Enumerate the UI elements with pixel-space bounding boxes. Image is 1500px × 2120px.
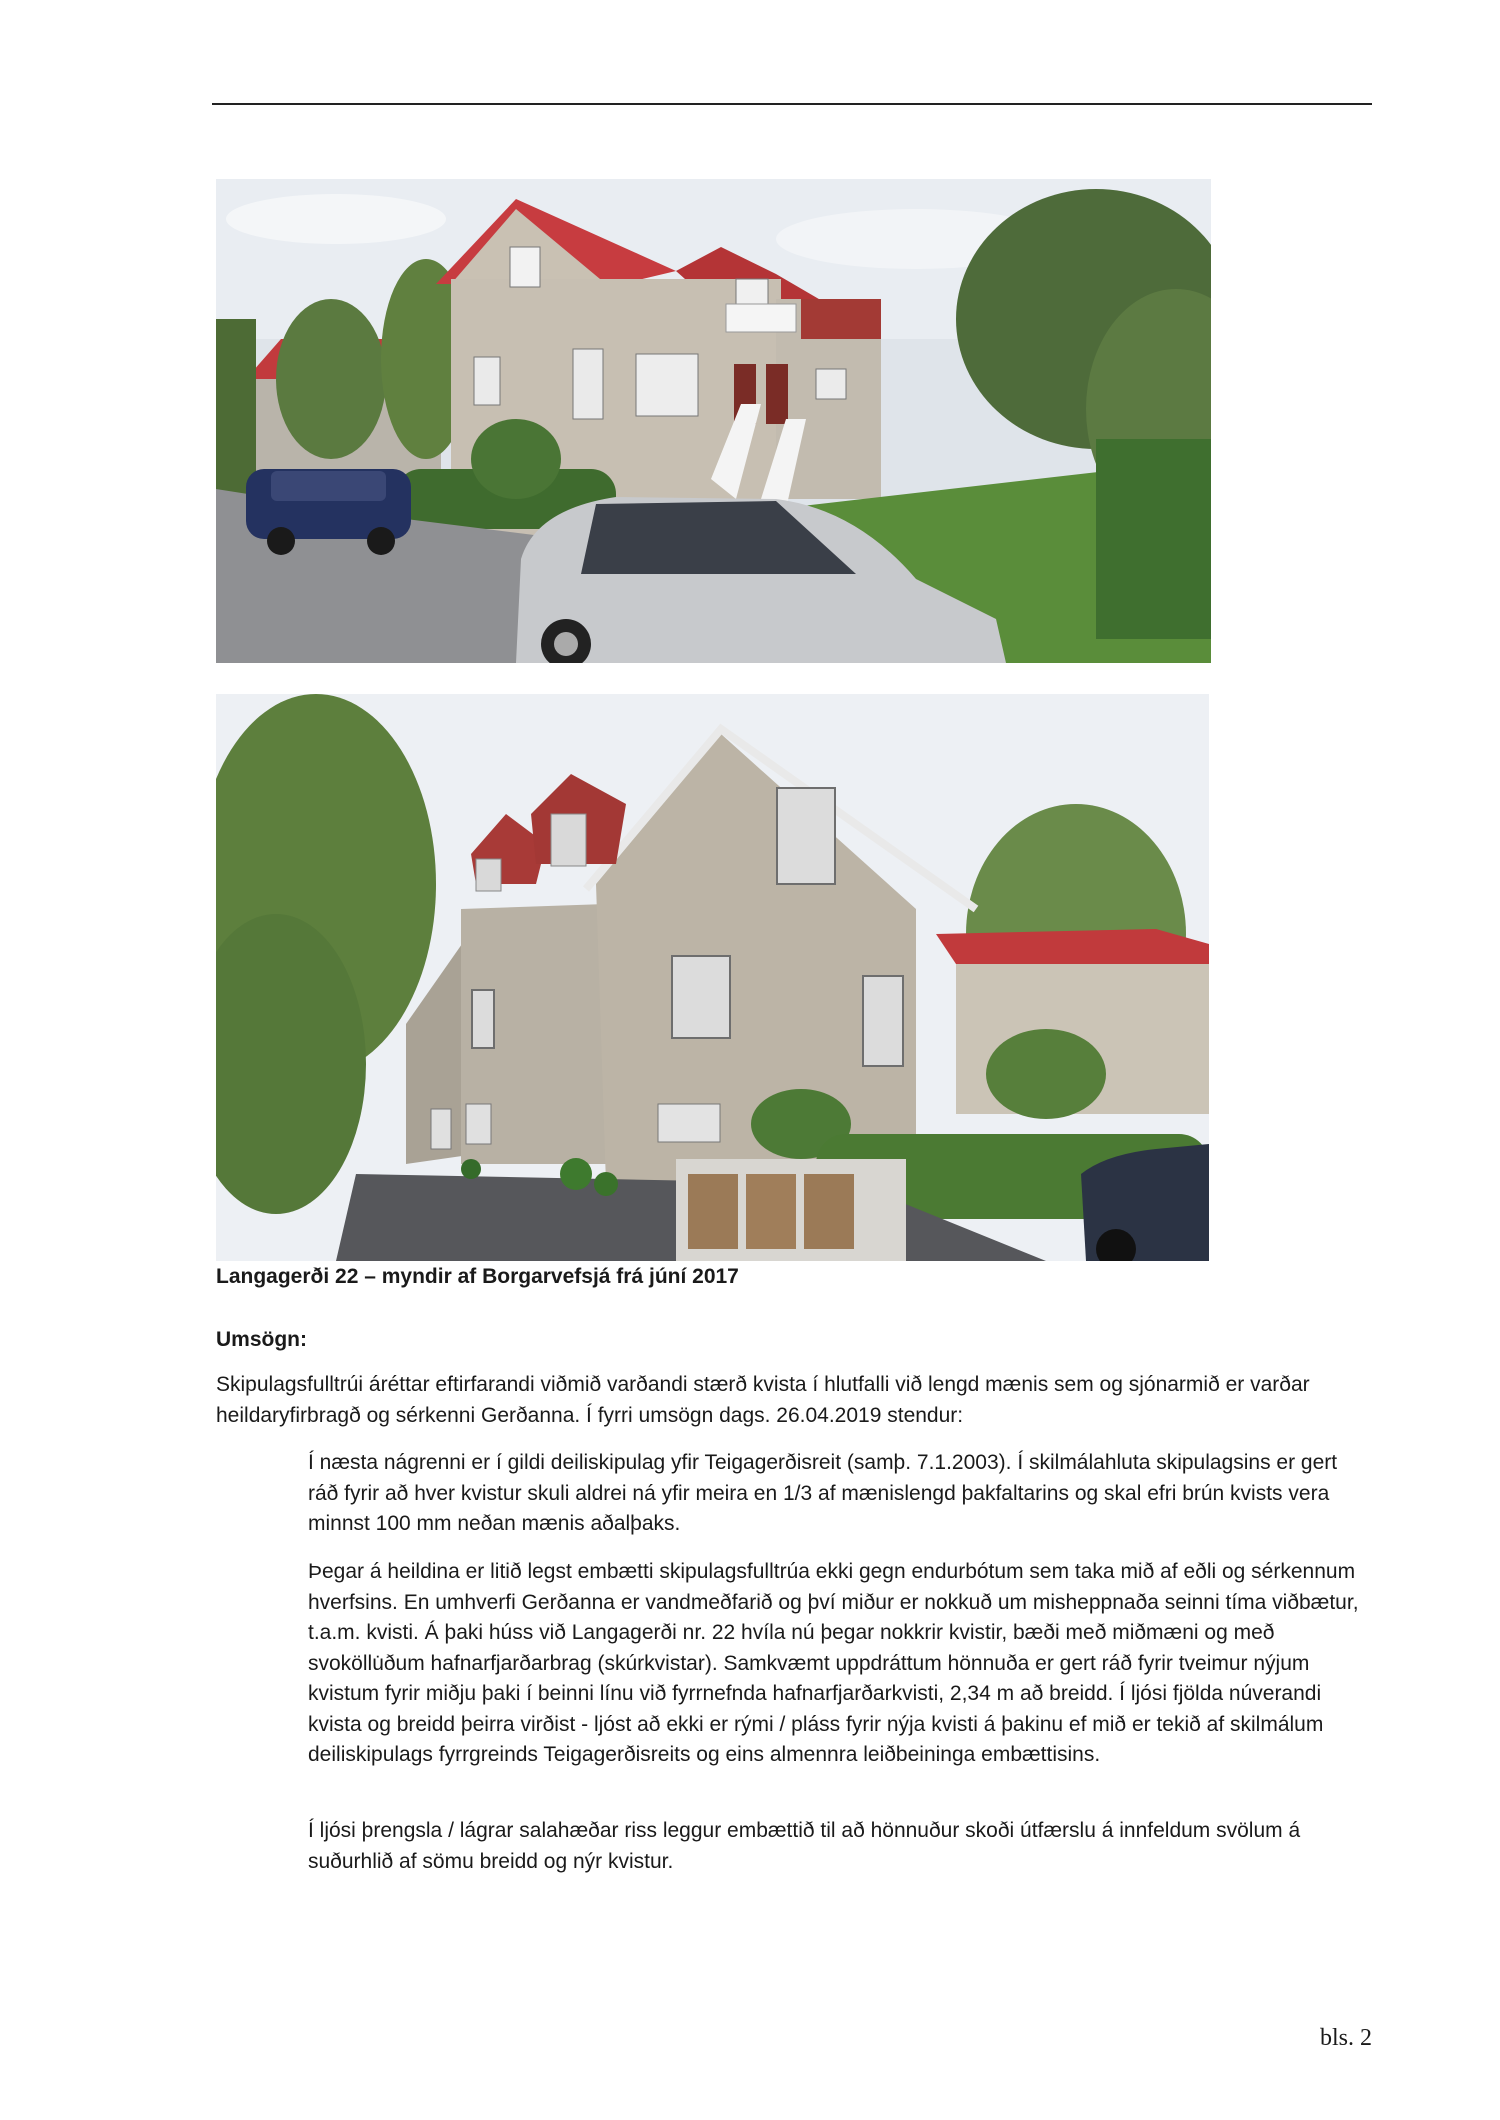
house-photo-front: [216, 179, 1211, 663]
header-rule: [212, 103, 1372, 105]
intro-paragraph: Skipulagsfulltrúi áréttar eftirfarandi viðmið varðandi stærð kvista í hlutfalli við lengd mænis sem og sjónarmið er varðar heildaryfirbragð og sérkenni Gerðanna. Í fyrri umsögn dags. 26.04.2019 stendur:: [216, 1373, 1310, 1427]
house-photo-side: [216, 694, 1209, 1261]
section-heading: Umsögn:: [216, 1328, 307, 1351]
quote-paragraph: Þegar á heildina er litið legst embætti skipulagsfulltrúa ekki gegn endurbótum sem taka mið af eðli og sérkennum hverfsins. En umhverfi Gerðanna er vandmeðfarið og því miður er nokkuð um misheppnaða seinni tíma viðbætur, t.a.m. kvisti. Á þaki húss við Langagerði nr. 22 hvíla nú þegar nokkrir kvistir, bæði með miðmæni og með svoköllu̇ðum hafnarfjarðarbrag (skúrkvistar). Samkvæmt uppdráttum hönnuða er gert ráð fyrir tveimur nýjum kvistum fyrir miðju þaki í beinni línu við fyrrnefnda hafnarfjarðarkvisti, 2,34 m að breidd. Í ljósi fjölda núverandi kvista og breidd þeirra virðist - ljóst að ekki er rými / pláss fyrir nýja kvisti á þakinu ef mið er tekið af skilmálum deiliskipulags fyrrgreinds Teigagerðisreits og eins almennra leiðbeininga embættisins.: [308, 1560, 1359, 1766]
page-number: bls. 2: [1319, 2025, 1372, 2051]
quote-paragraph: Í ljósi þrengsla / lágrar salahæðar riss leggur embættið til að hönnuður skoði útfærslu á innfeldum svölum á suðurhlið af sömu breidd og nýr kvistur.: [308, 1819, 1301, 1873]
quote-paragraph: Í næsta nágrenni er í gildi deiliskipulag yfir Teigagerðisreit (samþ. 7.1.2003). Í skilmálahluta skipulagsins er gert ráð fyrir að hver kvistur skuli aldrei ná yfir meira en 1/3 af mænislengd þakfaltarins og skal efri brún kvists vera minnst 100 mm neðan mænis aðalþaks.: [308, 1451, 1338, 1535]
figure-caption: Langagerði 22 – myndir af Borgarvefsjá frá júní 2017: [216, 1265, 739, 1288]
